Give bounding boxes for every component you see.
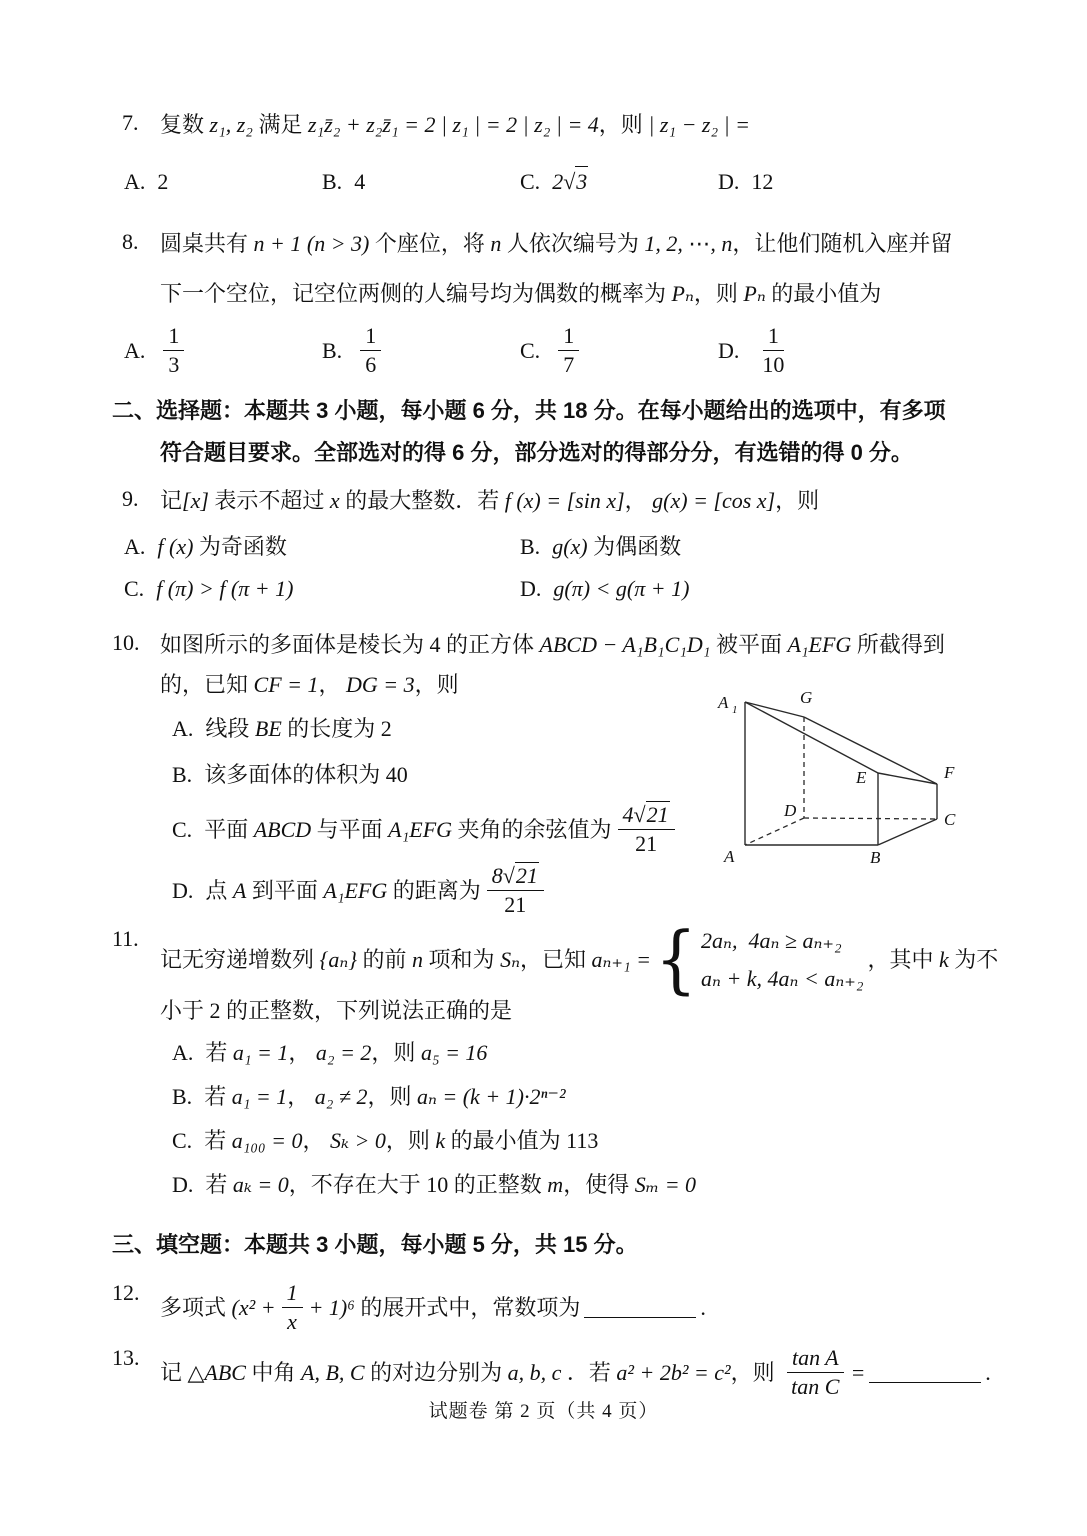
q13-text-1: 记 xyxy=(160,1359,188,1385)
q7-option-c-label: C. xyxy=(520,168,541,194)
q11-l1-text-4: ，已知 xyxy=(519,947,592,972)
q11-piecewise-case-2: aₙ + k, 4aₙ < aₙ₊₂ xyxy=(701,966,864,991)
q11-piecewise-case-1: 2aₙ, 4aₙ ≥ aₙ₊₂ xyxy=(701,928,842,953)
q9-stem-text-5: ，则 xyxy=(775,488,820,513)
q12-text-1: 多项式 xyxy=(160,1294,232,1320)
q13-stem xyxy=(160,1345,1001,1400)
q8-option-a-label: A. xyxy=(124,337,146,363)
q8-a-numerator: 1 xyxy=(163,323,184,351)
section-2-header-line-1: 二、选择题：本题共 3 小题，每小题 6 分，共 18 分。在每小题给出的选项中，有多项 xyxy=(112,398,946,423)
q11-option-a xyxy=(160,1038,1001,1068)
q8-l1-text-4: ，让他们随机入座并留 xyxy=(732,231,953,256)
q7-option-b-value: 4 xyxy=(354,168,366,194)
q10-option-c-fraction xyxy=(618,802,675,857)
q12-fraction xyxy=(282,1280,303,1335)
q9-options-row-1 xyxy=(112,532,1001,562)
q13-fraction xyxy=(786,1345,844,1400)
q9-option-a xyxy=(124,532,520,562)
q7-option-a-label: A. xyxy=(124,168,146,194)
q9-option-b-math: g(x) xyxy=(552,534,588,559)
q10-option-d-math-2: A₁EFG xyxy=(323,877,388,903)
q7-option-c-radicand: 3 xyxy=(575,166,588,197)
q11-l1-text-5: ，其中 xyxy=(867,947,940,972)
q10-d-radicand: 21 xyxy=(515,863,538,888)
q8-l1-math-2: n xyxy=(490,231,502,256)
q7-stem-text-1: 复数 xyxy=(160,112,210,137)
q11-option-c-label: C. xyxy=(172,1128,193,1153)
q11-piecewise xyxy=(655,916,864,1003)
q9-option-a-text: 为奇函数 xyxy=(193,534,287,559)
vertex-label-f: F xyxy=(944,763,955,782)
q9-option-c xyxy=(124,574,520,604)
q10-option-b-text-1: 该多面体的体积为 40 xyxy=(204,762,408,787)
q10-option-a-text-2: 的长度为 2 xyxy=(281,716,392,741)
q11-option-a-math-2: a₂ = 2 xyxy=(315,1040,372,1065)
q11-option-b-text-3: ，则 xyxy=(367,1084,417,1109)
q11-l1-math-2: n xyxy=(412,947,424,972)
q10-option-a-text-1: 线段 xyxy=(205,716,255,741)
q8-l2-math-1: Pₙ xyxy=(671,281,694,306)
q8-l1-text-2: 个座位，将 xyxy=(369,231,491,256)
q11-option-b-math-2: a₂ ≠ 2 xyxy=(314,1084,368,1109)
q13-math-1: △ABC xyxy=(187,1359,246,1385)
q7-stem-text-2: 满足 xyxy=(252,112,308,137)
q11-option-c-text-3: ，则 xyxy=(385,1128,436,1153)
q11-option-c-text-2: ， xyxy=(302,1128,331,1153)
q11-option-a-text-1: 若 xyxy=(205,1040,233,1065)
q10-l1-text-1: 如图所示的多面体是棱长为 4 的正方体 xyxy=(160,632,540,657)
q7-option-a-value: 2 xyxy=(157,168,169,194)
q11-option-a-text-2: ， xyxy=(288,1040,316,1065)
q8-option-a-fraction xyxy=(163,323,184,378)
q7-stem-math-2: z₁z̄₂ + z₂z̄₁ = 2 | z₁ | = 2 | z₂ | = 4 xyxy=(307,112,599,137)
q10-figure-svg xyxy=(710,686,1020,886)
q10-option-c-text-1: 平面 xyxy=(204,816,254,842)
q9-stem-math-2: x xyxy=(329,488,340,513)
vertex-label-a1: A xyxy=(718,693,729,712)
vertex-label-g: G xyxy=(800,688,813,707)
q11-l1-math-4: aₙ₊₁ = xyxy=(591,947,652,972)
q13-text-4: ．若 xyxy=(561,1359,617,1385)
q9-options-row-2 xyxy=(112,574,1001,604)
q11-option-c-math-2: Sₖ > 0 xyxy=(330,1128,386,1153)
q10-option-a-math-1: BE xyxy=(254,716,282,741)
q11-option-d-math-3: Sₘ = 0 xyxy=(634,1172,697,1197)
q12-math-close: + 1)⁶ xyxy=(308,1294,355,1320)
q13-math-4: a² + 2b² = c² xyxy=(616,1359,731,1385)
q12-text-3: . xyxy=(700,1294,706,1320)
q8-option-d xyxy=(718,323,916,378)
q10-d-denominator: 21 xyxy=(504,892,527,917)
q10-c-denominator: 21 xyxy=(635,831,658,856)
q8-option-c xyxy=(520,323,718,378)
q10-l2-text-1: 的，已知 xyxy=(160,672,254,697)
q10-c-numerator xyxy=(618,802,675,830)
q7-stem-math-3: | z₁ − z₂ | = xyxy=(642,112,751,137)
q11-option-c-text-4: 的最小值为 113 xyxy=(445,1128,599,1153)
q9-option-b xyxy=(520,532,916,562)
q9-stem-text-2: 表示不超过 xyxy=(208,488,330,513)
question-11 xyxy=(112,916,1001,1230)
question-7 xyxy=(112,110,1001,140)
q8-l1-math-1: n + 1 (n > 3) xyxy=(253,231,370,256)
section-3-header: 三、填空题：本题共 3 小题，每小题 5 分，共 15 分。 xyxy=(112,1232,638,1257)
vertex-label-e: E xyxy=(856,768,867,787)
q8-number: 8. xyxy=(122,229,139,254)
q12-math-open: (x² + xyxy=(231,1294,276,1320)
vertex-label-a1-subscript: 1 xyxy=(732,704,738,716)
q13-answer-blank xyxy=(869,1363,981,1383)
q11-l1-text-3: 项和为 xyxy=(423,947,501,972)
q13-text-6: . xyxy=(985,1359,991,1385)
q9-option-b-label: B. xyxy=(520,534,541,559)
q11-option-d-label: D. xyxy=(172,1172,194,1197)
q13-math-2: A, B, C xyxy=(301,1359,365,1385)
q10-option-c-math-1: ABCD xyxy=(253,816,312,842)
vertex-label-d: D xyxy=(784,801,797,820)
q10-option-b-label: B. xyxy=(172,762,193,787)
q13-text-5: ，则 xyxy=(730,1359,781,1385)
q11-l1-math-3: Sₙ xyxy=(500,947,520,972)
q9-stem-math-3: f (x) = [sin x] xyxy=(504,488,625,513)
q12-text-2: 的展开式中，常数项为 xyxy=(354,1294,581,1320)
q12-frac-numerator: 1 xyxy=(282,1280,303,1308)
q8-a-denominator: 3 xyxy=(168,352,180,377)
q9-option-d xyxy=(520,574,916,604)
q7-number: 7. xyxy=(122,110,139,135)
q8-option-b xyxy=(322,323,520,378)
q11-option-b-label: B. xyxy=(172,1084,193,1109)
q9-option-b-text: 为偶函数 xyxy=(587,534,682,559)
q11-option-d-math-2: m xyxy=(547,1172,564,1197)
q10-l2-text-3: ，则 xyxy=(414,672,459,697)
question-12 xyxy=(112,1280,1001,1335)
q7-stem-math-1: z₁, z₂ xyxy=(209,112,253,137)
vertex-label-c: C xyxy=(944,810,956,829)
q8-l2-text-3: 的最小值为 xyxy=(765,281,882,306)
q10-d-numerator xyxy=(487,863,544,891)
q11-piecewise-rows xyxy=(701,926,863,994)
q9-option-a-math: f (x) xyxy=(157,534,194,559)
q7-option-d xyxy=(718,166,916,197)
q9-body xyxy=(160,486,1001,516)
q8-stem-line-1 xyxy=(160,229,1001,259)
q8-option-a xyxy=(124,323,322,378)
q11-option-d-math-1: aₖ = 0 xyxy=(232,1172,289,1197)
q8-body xyxy=(160,229,1001,323)
q13-text-3: 的对边分别为 xyxy=(364,1359,508,1385)
q11-option-b-math-3: aₙ = (k + 1)·2ⁿ⁻² xyxy=(416,1084,566,1109)
q11-l1-math-1: {aₙ} xyxy=(319,947,358,972)
question-13 xyxy=(112,1345,1001,1400)
q10-d-num-prefix: 8√ xyxy=(491,863,515,888)
q8-option-d-fraction xyxy=(757,323,789,378)
polyhedron-solid-edges xyxy=(745,702,937,845)
q10-option-d-fraction xyxy=(487,863,544,918)
q13-frac-denominator: tan C xyxy=(791,1374,840,1399)
q11-stem-line-1 xyxy=(160,916,1001,1003)
q10-option-c-label: C. xyxy=(172,816,193,842)
q7-stem-text-3: ，则 xyxy=(598,112,643,137)
q11-option-a-math-1: a₁ = 1 xyxy=(232,1040,289,1065)
q13-math-5: = xyxy=(850,1359,866,1385)
q9-option-a-label: A. xyxy=(124,534,146,559)
q11-option-d xyxy=(160,1170,1001,1200)
q11-option-b-text-1: 若 xyxy=(204,1084,232,1109)
q10-option-c-text-2: 与平面 xyxy=(311,816,389,842)
q11-l1-text-2: 的前 xyxy=(357,947,413,972)
q7-option-b-label: B. xyxy=(322,168,343,194)
q10-option-d-text-1: 点 xyxy=(205,877,233,903)
question-9 xyxy=(112,486,1001,516)
q10-option-d-label: D. xyxy=(172,877,194,903)
q10-stem-line-1 xyxy=(160,630,1001,660)
q9-stem-math-1: [x] xyxy=(182,488,209,513)
q7-option-a xyxy=(124,166,322,197)
q13-text-2: 中角 xyxy=(246,1359,302,1385)
q11-option-b-math-1: a₁ = 1 xyxy=(231,1084,288,1109)
q8-stem-line-2 xyxy=(160,279,1001,309)
q8-c-numerator: 1 xyxy=(558,323,579,351)
q7-option-c-radical-prefix: 2√ xyxy=(552,168,576,194)
q8-c-denominator: 7 xyxy=(563,352,575,377)
q7-stem xyxy=(160,110,1001,140)
q8-option-b-label: B. xyxy=(322,337,343,363)
q10-option-c-text-3: 夹角的余弦值为 xyxy=(452,816,612,842)
q10-option-d-text-2: 到平面 xyxy=(246,877,324,903)
q11-option-d-text-3: ，使得 xyxy=(563,1172,635,1197)
q9-option-d-math: g(π) < g(π + 1) xyxy=(553,576,690,601)
q10-l1-text-2: 被平面 xyxy=(710,632,788,657)
q8-option-b-fraction xyxy=(360,323,381,378)
q9-number: 9. xyxy=(122,486,139,511)
q9-stem-text-1: 记 xyxy=(160,488,183,513)
q10-figure xyxy=(710,686,1020,886)
q7-options xyxy=(112,166,1001,197)
q13-frac-numerator: tan A xyxy=(787,1345,844,1373)
q11-option-a-math-3: a₅ = 16 xyxy=(420,1040,488,1065)
q11-option-d-text-2: ，不存在大于 10 的正整数 xyxy=(288,1172,548,1197)
q11-body xyxy=(160,916,1001,1230)
q8-option-c-label: C. xyxy=(520,337,541,363)
q10-c-num-prefix: 4√ xyxy=(622,802,646,827)
q8-l2-math-2: Pₙ xyxy=(743,281,766,306)
q12-answer-blank xyxy=(584,1298,696,1318)
q8-l1-math-3: 1, 2, ⋯, n xyxy=(644,231,733,256)
q8-l1-text-3: 人依次编号为 xyxy=(501,231,645,256)
q11-option-c-math-1: a₁₀₀ = 0 xyxy=(231,1128,303,1153)
q8-l2-text-1: 下一个空位，记空位两侧的人编号均为偶数的概率为 xyxy=(160,281,672,306)
q9-option-c-math: f (π) > f (π + 1) xyxy=(156,576,294,601)
q12-body xyxy=(160,1280,1001,1335)
q10-option-d-text-3: 的距离为 xyxy=(387,877,481,903)
section-2-header-line-2: 符合题目要求。全部选对的得 6 分，部分选对的得部分分，有选错的得 0 分。 xyxy=(160,440,913,465)
q9-option-d-label: D. xyxy=(520,576,542,601)
q11-option-c-math-3: k xyxy=(435,1128,446,1153)
q10-option-d-math-1: A xyxy=(232,877,247,903)
q8-d-numerator: 1 xyxy=(763,323,784,351)
q9-option-c-label: C. xyxy=(124,576,145,601)
question-8 xyxy=(112,229,1001,323)
q7-body xyxy=(160,110,1001,140)
q10-l1-text-3: 所截得到 xyxy=(851,632,945,657)
q10-l1-math-2: A₁EFG xyxy=(787,632,852,657)
q11-option-b xyxy=(160,1082,1001,1112)
q11-option-b-text-2: ， xyxy=(287,1084,315,1109)
q10-option-a-label: A. xyxy=(172,716,194,741)
q9-stem-text-4: ， xyxy=(624,488,653,513)
q13-number: 13. xyxy=(112,1345,140,1370)
q8-l2-text-2: ，则 xyxy=(693,281,744,306)
vertex-label-a: A xyxy=(724,847,735,866)
q11-option-c-text-1: 若 xyxy=(204,1128,232,1153)
q7-option-d-value: 12 xyxy=(751,168,774,194)
q11-l1-text-6: 为不 xyxy=(948,947,999,972)
q10-l2-math-2: DG = 3 xyxy=(346,672,415,697)
q8-l1-text-1: 圆桌共有 xyxy=(160,231,254,256)
q11-l1-math-5: k xyxy=(939,947,949,972)
q8-option-d-label: D. xyxy=(718,337,740,363)
q13-math-3: a, b, c xyxy=(507,1359,562,1385)
q12-number: 12. xyxy=(112,1280,140,1305)
q8-b-numerator: 1 xyxy=(360,323,381,351)
q7-option-c xyxy=(520,166,718,197)
q10-l2-text-2: ， xyxy=(318,672,346,697)
q8-options xyxy=(112,323,1001,378)
q8-b-denominator: 6 xyxy=(365,352,377,377)
q11-stem-line-2: 小于 2 的正整数，下列说法正确的是 xyxy=(160,998,513,1023)
q7-option-d-label: D. xyxy=(718,168,740,194)
q10-l2-math-1: CF = 1 xyxy=(253,672,319,697)
q10-number: 10. xyxy=(112,630,140,655)
q11-option-c xyxy=(160,1126,1001,1156)
page-footer: 试题卷 第 2 页（共 4 页） xyxy=(428,1401,659,1422)
q12-frac-denominator: x xyxy=(287,1309,297,1334)
q11-l1-text-1: 记无穷递增数列 xyxy=(160,947,320,972)
q7-option-b xyxy=(322,166,520,197)
q12-stem xyxy=(160,1280,1001,1335)
q11-option-a-text-3: ，则 xyxy=(371,1040,421,1065)
q9-stem xyxy=(160,486,1001,516)
q11-option-d-text-1: 若 xyxy=(205,1172,233,1197)
q9-stem-math-4: g(x) = [cos x] xyxy=(652,488,776,513)
q10-option-c-math-2: A₁EFG xyxy=(388,816,453,842)
q11-option-a-label: A. xyxy=(172,1040,194,1065)
q8-d-denominator: 10 xyxy=(762,352,785,377)
q13-body xyxy=(160,1345,1001,1400)
q11-number: 11. xyxy=(112,926,139,951)
q10-l1-math-1: ABCD − A₁B₁C₁D₁ xyxy=(539,632,711,657)
q10-c-radicand: 21 xyxy=(646,802,669,827)
q9-stem-text-3: 的最大整数．若 xyxy=(339,488,505,513)
q11-piecewise-brace: { xyxy=(655,916,698,1003)
q8-option-c-fraction xyxy=(558,323,579,378)
vertex-label-b: B xyxy=(870,848,881,867)
